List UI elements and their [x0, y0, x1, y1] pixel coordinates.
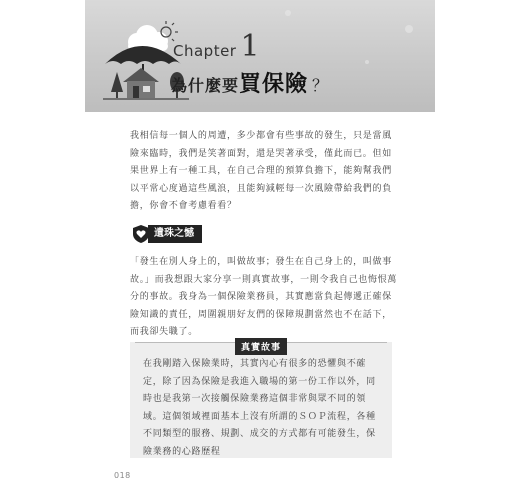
page-number: 018: [114, 471, 131, 480]
texture-speck: [285, 10, 291, 16]
title-part-1: 為什麼要: [171, 76, 240, 95]
section-badge: [132, 224, 202, 244]
intro-paragraph: 我相信每一個人的周遭，多少都會有些事故的發生，只是當風險來臨時，我們是笑著面對，還是哭著承受，僅此而已。但如果世界上有一種工具，在自己合理的預算負擔下，能夠幫我們以平常心度過這些風浪，且能夠減輕每一次風險帶給我們的負擔，你會不會考慮看看？: [130, 131, 392, 211]
chapter-title: [171, 67, 328, 98]
chapter-number: 1: [240, 29, 260, 64]
house-icon: [123, 68, 159, 98]
story-paragraph: 在我剛踏入保險業時，其實內心有很多的恐懼與不確定，除了因為保險是我進入職場的第一份工作以外，同時也是我第一次接觸保險業務這個非常與眾不同的領域。這個領域裡面基本上沒有所謂的ＳＯＰ流程，各種不同類型的服務、規劃、成交的方式都有可能發生，保險業務的心路歷程: [143, 359, 376, 457]
story-label: 真實故事: [235, 338, 287, 355]
section-badge-label: 遺珠之憾: [148, 225, 202, 243]
title-question-mark: ？: [312, 76, 329, 95]
story-label-wrap: [130, 335, 392, 355]
title-emphasis: 買保險: [239, 72, 309, 97]
texture-speck: [405, 25, 413, 33]
chapter-label: [173, 29, 260, 64]
texture-speck: [365, 60, 369, 64]
chapter-word: Chapter: [173, 42, 237, 60]
section-paragraph: 「發生在別人身上的，叫做故事；發生在自己身上的，叫做事故。」而我想跟大家分享一則真實故事，一則令我自己也悔恨萬分的事故。我身為一個保險業務員，其實應當負起傳遞正確保險知識的責任，周圍親朋好友們的保障規劃當然也不在話下，而我卻失職了。: [130, 257, 398, 337]
tree-icon: [111, 72, 123, 98]
chapter-header: [85, 0, 435, 112]
